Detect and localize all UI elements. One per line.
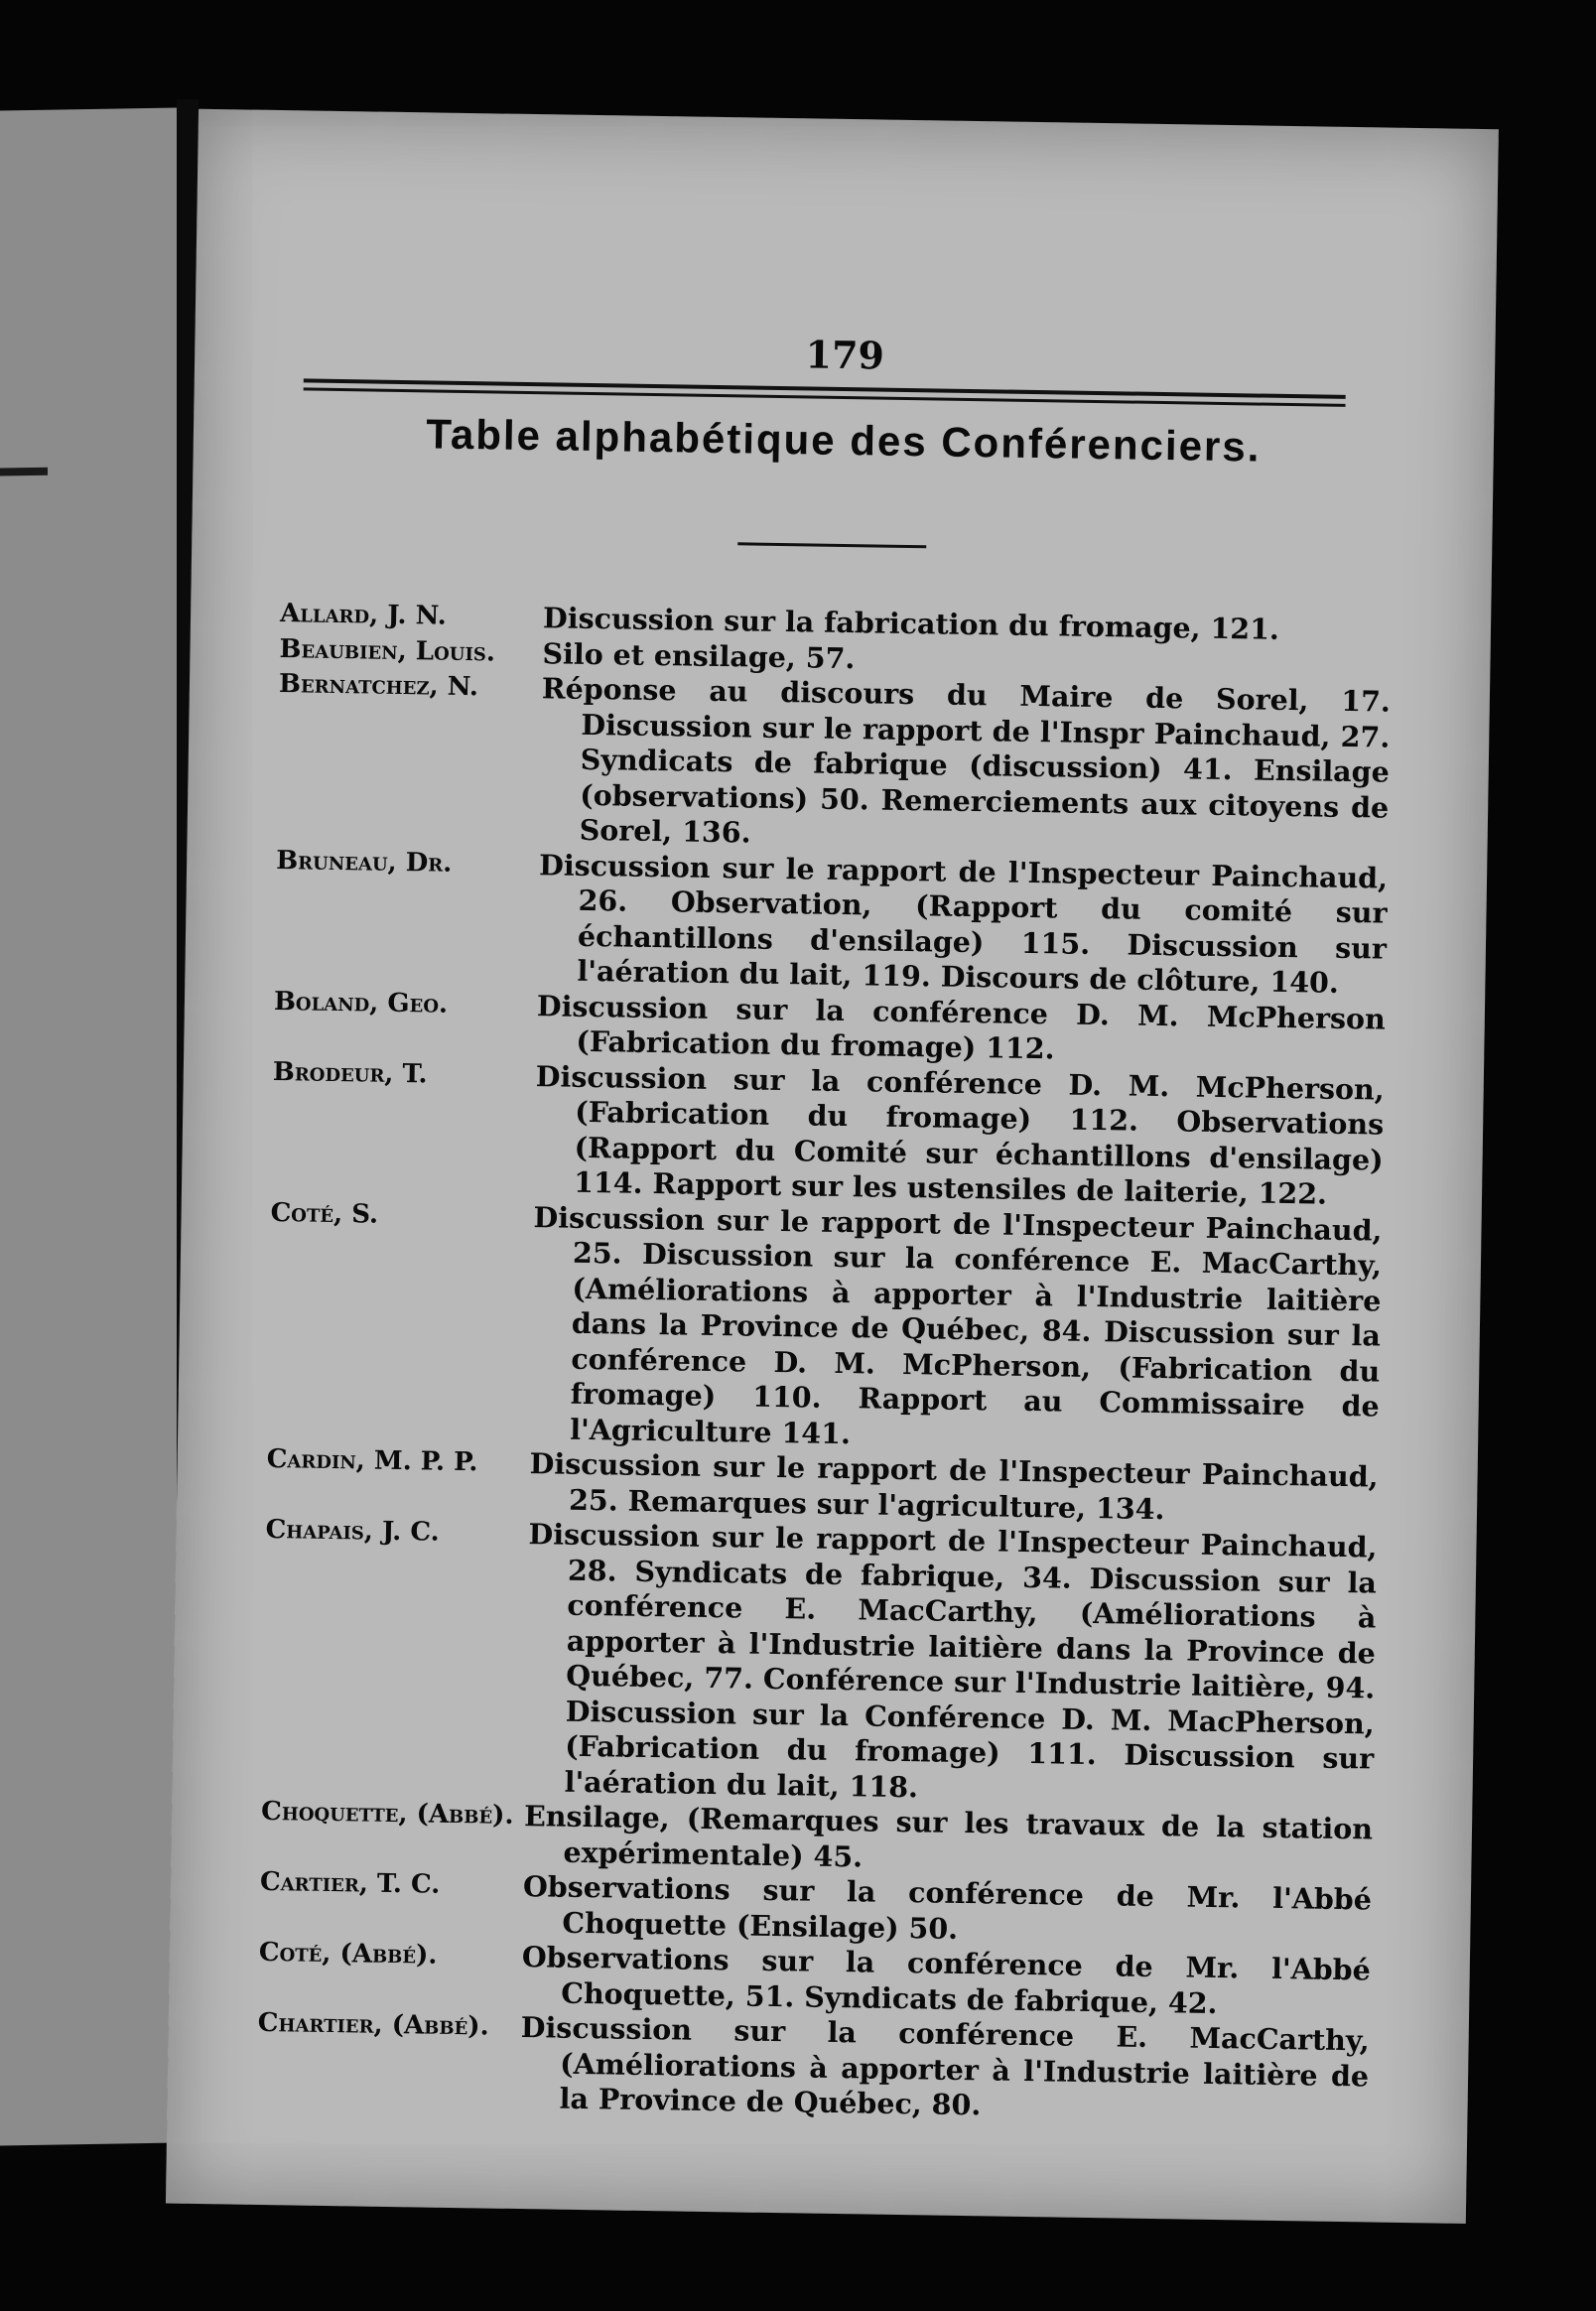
index-entry	[256, 2006, 1370, 2129]
entry-references: Discussion sur le rapport de l'Inspecteur Painchaud, 28. Syndicats de fabrique, 34. Discussion sur la conférence E. MacCarthy, (Améliorations à apporter à l'Industrie laitière dans la Province de Québec, 77. Conférence sur l'Industrie laitière, 94. Discussion sur la Conférence D. M. MacPherson, (Fabrication du fromage) 111. Discussion sur l'aération du lait, 118.	[528, 1517, 1378, 1804]
index-entry	[271, 1055, 1385, 1214]
speaker-name: Coté, (Abbé).	[258, 1937, 438, 1971]
title-underline	[737, 542, 926, 548]
entry-references: Ensilage, (Remarques sur les travaux de la station expérimentale) 45.	[523, 1799, 1374, 1873]
speaker-name: Chapais, J. C.	[265, 1514, 440, 1548]
speaker-name: Bernatchez, N.	[278, 669, 479, 703]
speaker-index	[256, 597, 1392, 2129]
document-page	[166, 109, 1499, 2224]
speaker-name: Brodeur, T.	[272, 1056, 428, 1089]
page-title: Table alphabétique des Conférenciers.	[426, 410, 1262, 471]
entry-references: Observations sur la conférence de Mr. l'Abbé Choquette (Ensilage) 50.	[522, 1869, 1373, 1946]
entry-references: Discussion sur le rapport de l'Inspecteur Painchaud, 25. Discussion sur la conférence E. MacCarthy, (Améliorations à apporter à l'Industrie laitière dans la Province de Québec, 84. Discussion sur la conférence D. M. McPherson, (Fabrication du fromage) 110. Rapport au Commissaire de l'Agriculture 141.	[533, 1199, 1383, 1450]
speaker-name: Allard, J. N.	[279, 599, 447, 631]
speaker-name: Chartier, (Abbé).	[257, 2007, 489, 2042]
page-number: 179	[805, 332, 885, 378]
index-entry	[276, 667, 1391, 861]
entry-references: Discussion sur la conférence D. M. McPherson (Fabrication du fromage) 112.	[536, 988, 1387, 1066]
speaker-name: Beaubien, Louis.	[279, 633, 496, 667]
index-entry	[267, 1195, 1383, 1459]
entry-references: Silo et ensilage, 57.	[542, 635, 856, 675]
index-entry	[261, 1513, 1377, 1813]
speaker-name: Choquette, (Abbé).	[260, 1796, 514, 1831]
entry-references: Discussion sur la conférence D. M. McPherson, (Fabrication du fromage) 112. Observations (Rapport du Comité sur échantillons d'ensilage) 114. Rapport sur les ustensiles de laiterie, 122.	[535, 1058, 1385, 1211]
entry-references: Discussion sur la conférence E. MacCarthy, (Améliorations à apporter à l'Industrie laitière de la Province de Québec, 80.	[520, 2010, 1370, 2122]
speaker-name: Bruneau, Dr.	[275, 845, 453, 879]
entry-references: Discussion sur le rapport de l'Inspecteur Painchaud, 25. Remarques sur l'agriculture, 134.	[529, 1446, 1379, 1526]
entry-references: Réponse au discours du Maire de Sorel, 17. Discussion sur le rapport de l'Inspr Painchaud, 27. Syndicats de fabrique (discussion) 41. Ensilage (observations) 50. Remerciements aux citoyens de Sorel, 136.	[541, 671, 1392, 850]
speaker-name: Coté, S.	[270, 1197, 379, 1230]
speaker-name: Boland, Geo.	[273, 986, 449, 1020]
speaker-name: Cardin, M. P. P.	[266, 1443, 478, 1478]
facing-page-edge	[0, 107, 177, 2145]
entry-references: Discussion sur la fabrication du fromage, 121.	[542, 601, 1280, 646]
index-entry	[274, 844, 1388, 1003]
facing-page-rule	[0, 468, 48, 476]
speaker-name: Cartier, T. C.	[259, 1866, 441, 1900]
entry-references: Observations sur la conférence de Mr. l'Abbé Choquette, 51. Syndicats de fabrique, 42.	[521, 1940, 1372, 2020]
entry-references: Discussion sur le rapport de l'Inspecteur Painchaud, 26. Observation, (Rapport du comité sur échantillons d'ensilage) 115. Discussion sur l'aération du lait, 119. Discours de clôture, 140.	[538, 847, 1389, 1000]
